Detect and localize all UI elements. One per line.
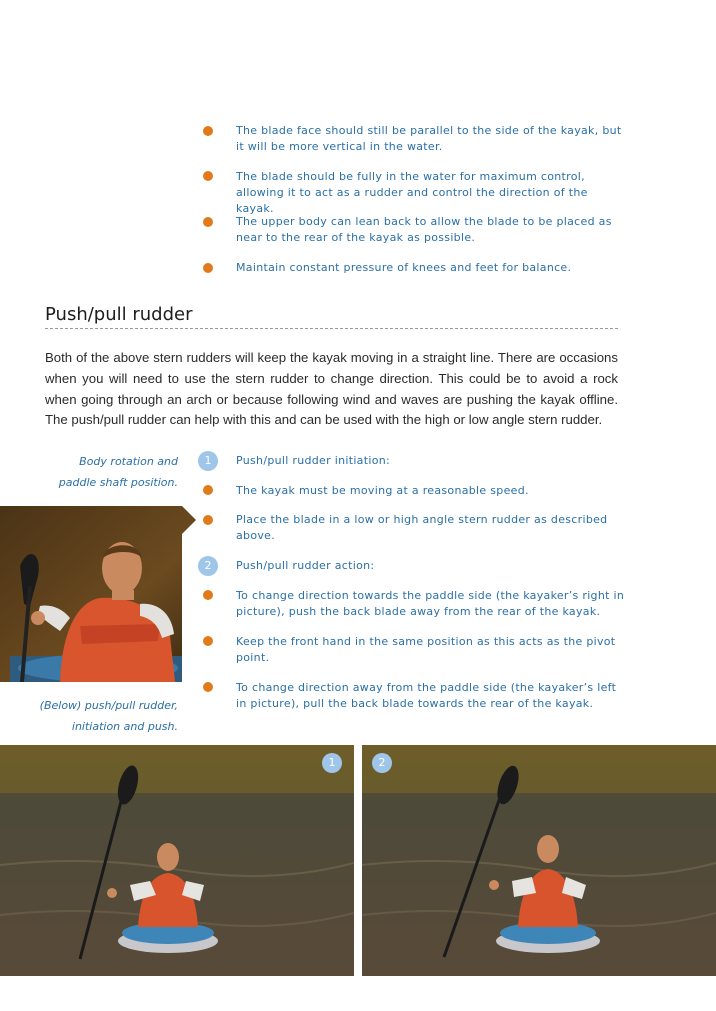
bullet-dot [203,682,213,692]
portrait-photo [0,506,196,682]
bullet-text: The blade should be fully in the water for maximum control, allowing it to act as a rudder and control the direction of the kayak. [236,170,588,215]
body-paragraph: Both of the above stern rudders will keep the kayak moving in a straight line. There are occasions when you will need to use the stern rudder to change direction. This could be to avoid a rock when going through an arch or because following wind and waves are pushing the kayak offline. The push/pull rudder can help with this and can be used with the high or low angle stern rudder. [45,350,618,428]
bullet-text: Place the blade in a low or high angle stern rudder as described above. [236,513,608,542]
below-caption-line-1: (Below) push/pull rudder, [39,699,178,712]
bullet-dot [203,126,213,136]
step-number-badge: 1 [198,451,218,471]
kayak-photo-2 [362,745,716,976]
section-heading: Push/pull rudder [45,304,193,325]
bullet-text: The blade face should still be parallel to the side of the kayak, but it will be more vertical in the water. [236,124,622,153]
bullet-dot [203,485,213,495]
bullet-dot [203,171,213,181]
portrait-caption-line-2: paddle shaft position. [58,476,178,489]
below-caption-line-2: initiation and push. [71,720,178,733]
bullet-dot [203,636,213,646]
below-photo-caption [20,695,178,737]
step-number-badge: 2 [198,556,218,576]
bullet-dot [203,515,213,525]
bullet-dot [203,217,213,227]
kayak-photo-1 [0,745,354,976]
bullet-dot [203,590,213,600]
photo-badge-1: 1 [322,753,342,773]
portrait-caption-line-1: Body rotation and [79,455,178,468]
portrait-caption [20,451,178,493]
bullet-text: To change direction away from the paddle side (the kayaker’s left in picture), pull the back blade towards the rear of the kayak. [236,681,617,710]
bullet-dot [203,263,213,273]
photo-badge-2: 2 [372,753,392,773]
bullet-text: Keep the front hand in the same position as this acts as the pivot point. [236,635,616,664]
bullet-text: To change direction towards the paddle side (the kayaker’s right in picture), push the back blade away from the rear of the kayak. [236,589,625,618]
bullet-text: Maintain constant pressure of knees and feet for balance. [236,261,572,274]
dashed-divider [45,328,618,329]
step-title: Push/pull rudder action: [236,559,375,572]
bullet-text: The upper body can lean back to allow the blade to be placed as near to the rear of the kayak as possible. [236,215,612,244]
bullet-text: The kayak must be moving at a reasonable speed. [236,484,529,497]
step-title: Push/pull rudder initiation: [236,454,390,467]
